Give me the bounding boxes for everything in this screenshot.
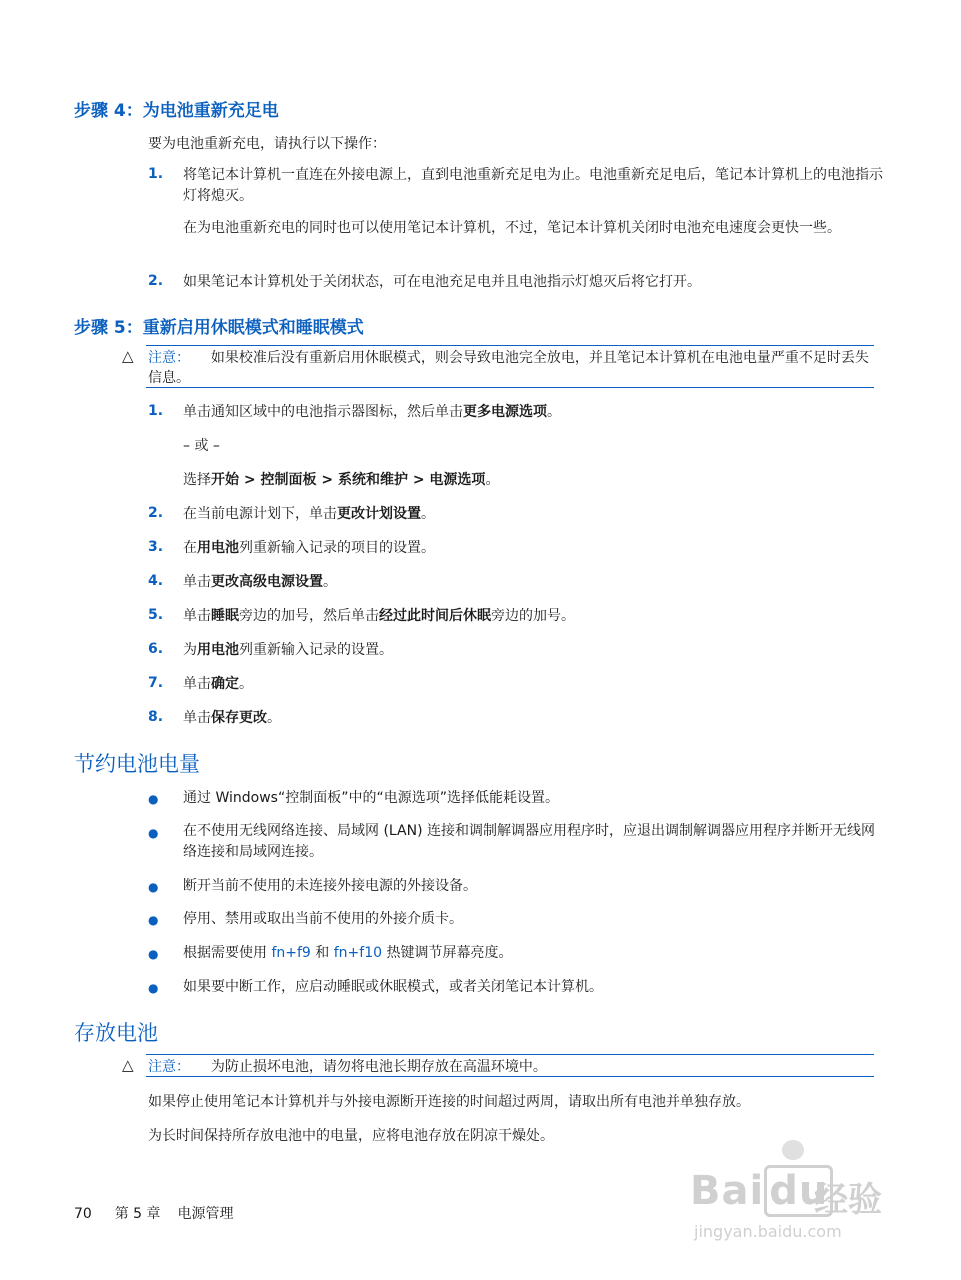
conserve-bullet-hotkey: 根据需要使用 fn+f9 和 fn+f10 热键调节屏幕亮度。 <box>183 945 513 961</box>
step5-item-alt: 选择开始 > 控制面板 > 系统和维护 > 电源选项。 <box>183 472 500 488</box>
step4-item-text: 如果笔记本计算机处于关闭状态，可在电池充足电并且电池指示灯熄灭后将它打开。 <box>183 274 701 290</box>
step5-item-text: 为用电池列重新输入记录的设置。 <box>183 642 393 658</box>
note-rule-bottom <box>146 1076 874 1077</box>
conserve-bullet: 通过 Windows“控制面板”中的“电源选项”选择低能耗设置。 <box>183 790 559 806</box>
hotkey-fn-f9[interactable]: fn+f9 <box>271 945 311 961</box>
step5-item-text: 在当前电源计划下，单击更改计划设置。 <box>183 506 435 522</box>
step4-item-text: 将笔记本计算机一直连在外接电源上，直到电池重新充足电为止。电池重新充足电后，笔记本计算机上的电池指示灯将熄灭。 <box>183 167 883 204</box>
step5-item-num: 6. <box>148 641 164 657</box>
note-label: 注意： <box>148 1059 190 1075</box>
warning-icon: △ <box>122 347 134 365</box>
step5-heading: 步骤 5：重新启用休眠模式和睡眠模式 <box>74 318 364 338</box>
storage-para: 如果停止使用笔记本计算机并与外接电源断开连接的时间超过两周，请取出所有电池并单独存放。 <box>148 1094 750 1110</box>
step5-item-num: 1. <box>148 403 164 419</box>
step4-item-sub: 在为电池重新充电的同时也可以使用笔记本计算机，不过，笔记本计算机关闭时电池充电速度会更快一些。 <box>183 220 841 236</box>
step4-intro: 要为电池重新充电，请执行以下操作： <box>148 136 386 152</box>
bullet-icon: ● <box>148 880 159 894</box>
page-number: 70 <box>74 1206 92 1222</box>
watermark-url: jingyan.baidu.com <box>694 1222 842 1241</box>
note-rule-top <box>146 345 874 346</box>
conserve-bullet: 在不使用无线网络连接、局域网 (LAN) 连接和调制解调器应用程序时，应退出调制解调器应用程序并断开无线网络连接和局域网连接。 <box>183 823 875 860</box>
step5-item-text: 单击更改高级电源设置。 <box>183 574 337 590</box>
storage-para: 为长时间保持所存放电池中的电量，应将电池存放在阴凉干燥处。 <box>148 1128 554 1144</box>
step5-item-text: 在用电池列重新输入记录的项目的设置。 <box>183 540 435 556</box>
conserve-bullet: 如果要中断工作，应启动睡眠或休眠模式，或者关闭笔记本计算机。 <box>183 979 603 995</box>
bullet-icon: ● <box>148 826 159 840</box>
conserve-bullet: 断开当前不使用的未连接外接电源的外接设备。 <box>183 878 477 894</box>
step5-item-text: 单击确定。 <box>183 676 253 692</box>
step5-item-or: – 或 – <box>183 438 220 454</box>
bullet-icon: ● <box>148 947 159 961</box>
step5-item-num: 5. <box>148 607 164 623</box>
chapter-title: 电源管理 <box>177 1206 234 1222</box>
bullet-icon: ● <box>148 792 159 806</box>
step5-item-num: 3. <box>148 539 164 555</box>
step5-item-text: 单击睡眠旁边的加号，然后单击经过此时间后休眠旁边的加号。 <box>183 608 575 624</box>
step5-item-num: 8. <box>148 709 164 725</box>
storage-note <box>148 1057 874 1077</box>
step5-item-text: 单击保存更改。 <box>183 710 281 726</box>
baidu-watermark: Bai du 经验 jingyan.baidu.com <box>690 1140 910 1250</box>
step4-heading: 步骤 4：为电池重新充足电 <box>74 101 279 121</box>
step4-item-num: 1. <box>148 166 164 182</box>
step4-item-num: 2. <box>148 273 164 289</box>
bullet-icon: ● <box>148 913 159 927</box>
conserve-heading: 节约电池电量 <box>74 752 200 776</box>
storage-heading: 存放电池 <box>74 1021 158 1045</box>
note-text: 如果校准后没有重新启用休眠模式，则会导致电池完全放电，并且笔记本计算机在电池电量严重不足时丢失信息。 <box>148 350 869 386</box>
note-rule-bottom <box>146 387 874 388</box>
watermark-cn: 经验 <box>814 1180 882 1220</box>
bullet-icon: ● <box>148 981 159 995</box>
step5-item-text: 单击通知区域中的电池指示器图标，然后单击更多电源选项。 <box>183 404 561 420</box>
step5-note <box>148 348 874 388</box>
paw-icon <box>782 1140 804 1160</box>
hotkey-fn-f10[interactable]: fn+f10 <box>333 945 383 961</box>
step5-item-num: 7. <box>148 675 164 691</box>
step5-item-num: 2. <box>148 505 164 521</box>
conserve-bullet: 停用、禁用或取出当前不使用的外接介质卡。 <box>183 911 463 927</box>
warning-icon: △ <box>122 1056 134 1074</box>
note-text: 为防止损坏电池，请勿将电池长期存放在高温环境中。 <box>210 1059 547 1075</box>
note-rule-top <box>146 1054 874 1055</box>
footer <box>74 1203 233 1223</box>
note-label: 注意： <box>148 350 190 366</box>
chapter-label: 第 5 章 <box>114 1206 161 1222</box>
step5-item-num: 4. <box>148 573 164 589</box>
